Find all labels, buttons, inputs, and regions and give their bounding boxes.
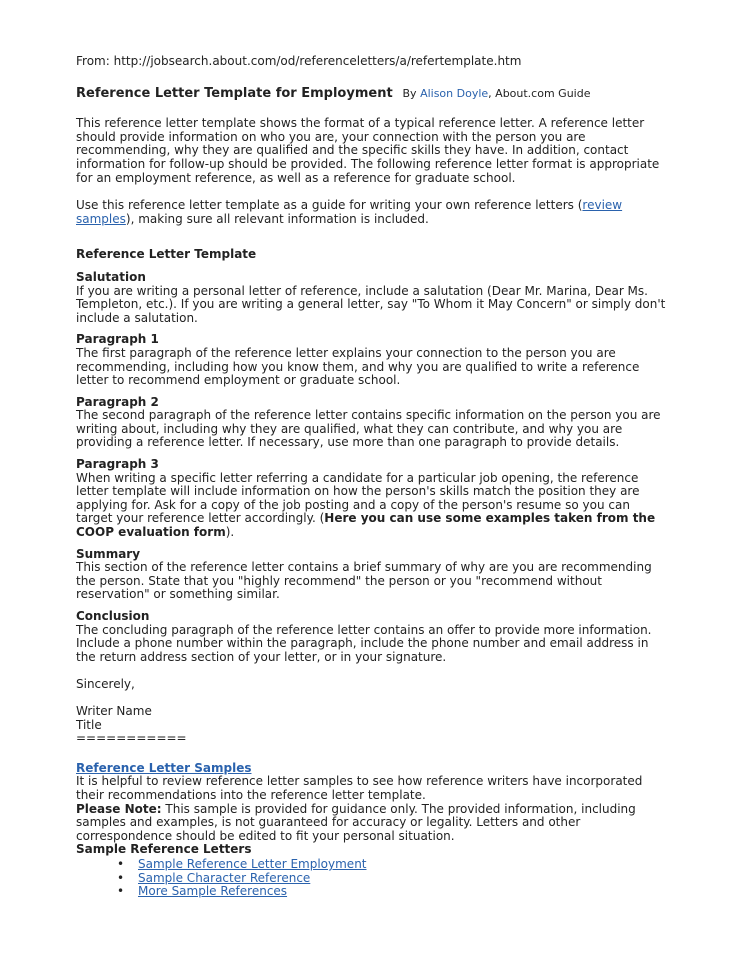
- bullet-icon: •: [117, 884, 125, 899]
- writer-name: Writer Name: [76, 703, 152, 718]
- from-line: From: http://jobsearch.about.com/od/referenceletters/a/refertemplate.htm: [76, 54, 522, 68]
- review-samples-link[interactable]: review samples: [76, 198, 623, 226]
- sample-links-list: [76, 858, 666, 899]
- conclusion-text: The concluding paragraph of the reference letter contains an offer to provide more information. Include a phone number within the paragraph, include the phone number and email address in the return address section of your letter, or in your signature.: [76, 622, 652, 664]
- closing-sincerely: Sincerely,: [76, 677, 135, 692]
- salutation-heading: Salutation: [76, 269, 146, 284]
- summary-text: This section of the reference letter contains a brief summary of why are you are recommending the person. State that you "highly recommend" the person or you "recommend without reservation" or something similar.: [76, 560, 652, 602]
- paragraph3-body: When writing a specific letter referring a candidate for a particular job opening, the reference letter template will include information on how the person's skills match the position they are applying for. Ask for a copy of the job posting and a copy of the person's resume so you can target your reference letter accordingly. (: [76, 470, 640, 526]
- paragraph2-heading: Paragraph 2: [76, 394, 159, 409]
- author-link[interactable]: Alison Doyle: [420, 86, 489, 100]
- template-heading: Reference Letter Template: [76, 247, 257, 262]
- byline-suffix: , About.com Guide: [488, 86, 591, 100]
- byline-prefix: By: [402, 86, 417, 100]
- paragraph3-end: ).: [225, 525, 235, 540]
- more-samples-link[interactable]: More Sample References: [138, 884, 288, 899]
- byline: [403, 87, 591, 100]
- paragraph3-text: [76, 472, 666, 540]
- writer-title: Title: [76, 717, 102, 732]
- document-content: [76, 55, 666, 899]
- usage-text-before: Use this reference letter template as a guide for writing your own reference letters (: [76, 198, 583, 213]
- salutation-text: If you are writing a personal letter of reference, include a salutation (Dear Mr. Marina, Dear Ms. Templeton, etc.). If you are writing a general letter, say "To Whom it May Concern" or simply don't include a salutation.: [76, 283, 666, 325]
- title-row: [76, 87, 666, 101]
- please-note: [76, 803, 666, 844]
- please-note-text: This sample is provided for guidance only. The provided information, including samples and examples, is not guaranteed for accuracy or legality. Letters and other correspondence should be edited to fit your personal situation.: [76, 801, 636, 843]
- list-item: [117, 870, 666, 886]
- coop-examples-note: Here you can use some examples taken from the COOP evaluation form: [76, 511, 656, 540]
- conclusion-heading: Conclusion: [76, 609, 150, 623]
- reference-letter-samples-link[interactable]: Reference Letter Samples: [76, 760, 252, 775]
- summary-heading: Summary: [76, 546, 141, 561]
- intro-usage-paragraph: [76, 199, 666, 226]
- sample-letters-heading: Sample Reference Letters: [76, 842, 252, 857]
- bullet-icon: •: [117, 856, 125, 871]
- bullet-icon: •: [117, 870, 125, 885]
- paragraph1-heading: Paragraph 1: [76, 332, 159, 347]
- paragraph2-text: The second paragraph of the reference letter contains specific information on the person you are writing about, including why they are qualified, what they can contribute, and why you are providing a reference letter. If necessary, use more than one paragraph to provide details.: [76, 408, 661, 450]
- list-item: [117, 856, 666, 872]
- paragraph3-heading: Paragraph 3: [76, 457, 159, 472]
- please-note-label: Please Note:: [76, 801, 162, 816]
- page-title: Reference Letter Template for Employment: [76, 85, 393, 101]
- paragraph1-text: The first paragraph of the reference letter explains your connection to the person you are recommending, including how you know them, and why you are qualified to write a reference letter to recommend employment or graduate school.: [76, 345, 640, 388]
- usage-text-after: ), making sure all relevant information is included.: [125, 211, 429, 226]
- samples-heading: [76, 762, 666, 776]
- intro-paragraph: This reference letter template shows the format of a typical reference letter. A reference letter should provide information on who you are, your connection with the person you are recommending, why they are qualified and the specific skills they have. In addition, contact information for follow-up should be provided. The following reference letter format is appropriate for an employment reference, as well as a reference for graduate school.: [76, 116, 660, 185]
- list-item: [117, 884, 666, 899]
- sample-employment-link[interactable]: Sample Reference Letter Employment: [138, 856, 367, 871]
- divider-line: ===========: [76, 731, 187, 746]
- sample-character-link[interactable]: Sample Character Reference: [138, 870, 311, 885]
- samples-text: It is helpful to review reference letter samples to see how reference writers have incorporated their recommendations into the reference letter template.: [76, 774, 643, 802]
